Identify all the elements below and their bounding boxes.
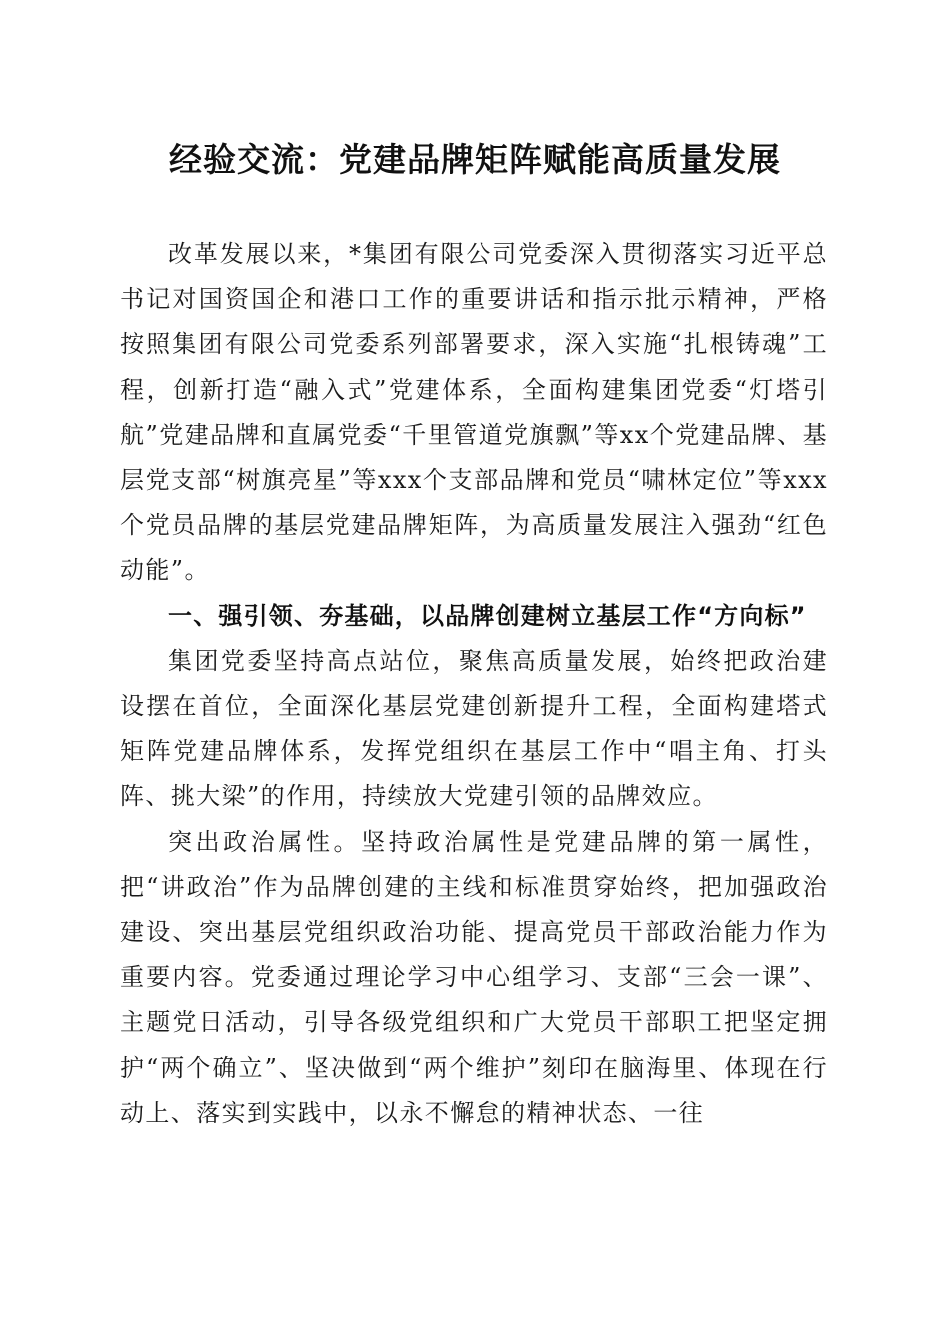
section-1-paragraph-1: 集团党委坚持高点站位，聚焦高质量发展，始终把政治建设摆在首位，全面深化基层党建创新提升工程，全面构建塔式矩阵党建品牌体系，发挥党组织在基层工作中“唱主角、打头阵、挑大梁”的作用，持续放大党建引领的品牌效应。 <box>120 646 828 811</box>
section-1-paragraph-2: 突出政治属性。坚持政治属性是党建品牌的第一属性，把“讲政治”作为品牌创建的主线和标准贯穿始终，把加强政治建设、突出基层党组织政治功能、提高党员干部政治能力作为重要内容。党委通过理论学习中心组学习、支部“三会一课”、主题党日活动，引导各级党组织和广大党员干部职工把坚定拥护“两个确立”、坚决做到“两个维护”刻印在脑海里、体现在行动上、落实到实践中，以永不懈怠的精神状态、一往 <box>120 827 828 1127</box>
section-heading-1: 一、强引领、夯基础，以品牌创建树立基层工作“方向标” <box>168 601 807 630</box>
document-body <box>120 232 828 1136</box>
document-title: 经验交流：党建品牌矩阵赋能高质量发展 <box>169 140 781 179</box>
intro-paragraph: 改革发展以来，*集团有限公司党委深入贯彻落实习近平总书记对国资国企和港口工作的重要讲话和指示批示精神，严格按照集团有限公司党委系列部署要求，深入实施“扎根铸魂”工程，创新打造“融入式”党建体系，全面构建集团党委“灯塔引航”党建品牌和直属党委“千里管道党旗飘”等xx个党建品牌、基层党支部“树旗亮星”等xxx个支部品牌和党员“啸林定位”等xxx个党员品牌的基层党建品牌矩阵，为高质量发展注入强劲“红色动能”。 <box>120 240 828 585</box>
